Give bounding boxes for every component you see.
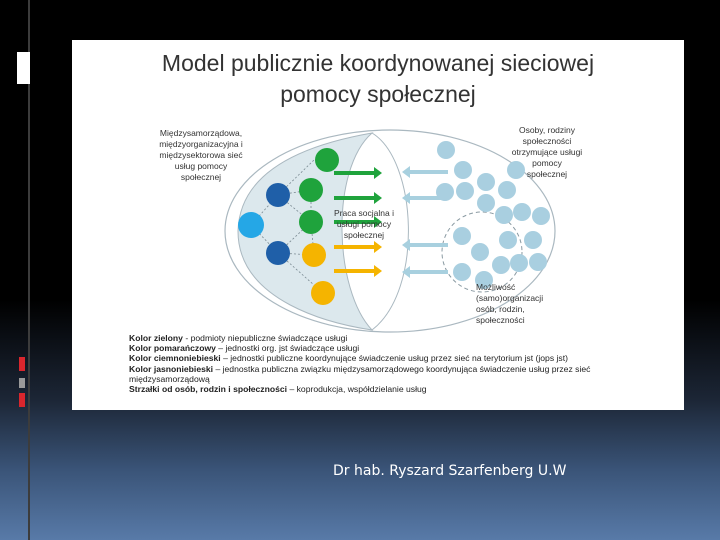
right-top-label-2: społeczności <box>522 136 572 146</box>
legend-line-4: Kolor jasnoniebieski – jednostka publiczna związku międzysamorządowego koordynująca świadczenie usług przez sieć <box>129 363 591 374</box>
left-label-3: międzysektorowa sieć <box>159 150 243 160</box>
left-label <box>159 128 243 182</box>
dark-blue-node-2 <box>266 241 290 265</box>
right-arrows <box>402 166 448 278</box>
orange-node-1 <box>302 243 326 267</box>
marker-gray-1 <box>19 378 25 388</box>
right-bottom-label-4: społeczności <box>476 315 525 325</box>
slide-marker-bar <box>17 52 30 84</box>
right-top-label-4: pomocy <box>532 158 562 168</box>
light-blue-node <box>238 212 264 238</box>
center-label-2: usługi pomocy <box>336 219 392 229</box>
right-bottom-label-2: (samo)organizacji <box>476 293 544 303</box>
color-legend <box>129 333 590 394</box>
right-top-label-5: społecznej <box>526 169 568 179</box>
legend-line-5: międzysamorządową <box>129 373 210 384</box>
left-label-1: Międzysamorządowa, <box>159 128 243 138</box>
legend-line-3: Kolor ciemnoniebieski – jednostki publiczne koordynujące świadczenie usług przez sieć na terytorium jst (jops jst) <box>129 353 568 364</box>
center-label-1: Praca socjalna i <box>333 208 395 218</box>
right-bottom-label <box>476 282 543 325</box>
center-label-3: społecznej <box>343 230 385 240</box>
left-label-5: społecznej <box>180 172 222 182</box>
dark-blue-node-1 <box>266 183 290 207</box>
green-node-3 <box>299 210 323 234</box>
right-top-label-3: otrzymujące usługi <box>511 147 583 157</box>
right-bottom-label-1: Możliwość <box>476 282 516 292</box>
footer-author: Dr hab. Ryszard Szarfenberg U.W <box>333 463 567 479</box>
right-top-label-1: Osoby, rodziny <box>518 125 576 135</box>
legend-line-2: Kolor pomarańczowy – jednostki org. jst świadczące usługi <box>129 343 360 354</box>
arrow-people-4 <box>402 266 448 278</box>
slide-image <box>72 40 684 410</box>
left-label-2: międzyorganizacyjna i <box>159 139 243 149</box>
legend-line-1: Kolor zielony - podmioty niepubliczne świadczące usługi <box>129 333 348 343</box>
marker-red-1 <box>19 357 25 371</box>
arrow-people-1 <box>402 166 448 178</box>
left-label-4: usług pomocy <box>174 161 228 171</box>
marker-red-2 <box>19 393 25 407</box>
legend-line-6: Strzałki od osób, rodzin i społeczności – koprodukcja, współdzielanie usług <box>129 384 427 395</box>
title-line-1: Model publicznie koordynowanej sieciowej <box>161 50 595 76</box>
green-node-2 <box>299 178 323 202</box>
arrow-people-3 <box>402 239 448 251</box>
green-node-1 <box>315 148 339 172</box>
right-bottom-label-3: osób, rodzin, <box>476 304 525 314</box>
title-line-2: pomocy społecznej <box>280 81 476 107</box>
orange-node-2 <box>311 281 335 305</box>
center-label <box>334 208 394 240</box>
